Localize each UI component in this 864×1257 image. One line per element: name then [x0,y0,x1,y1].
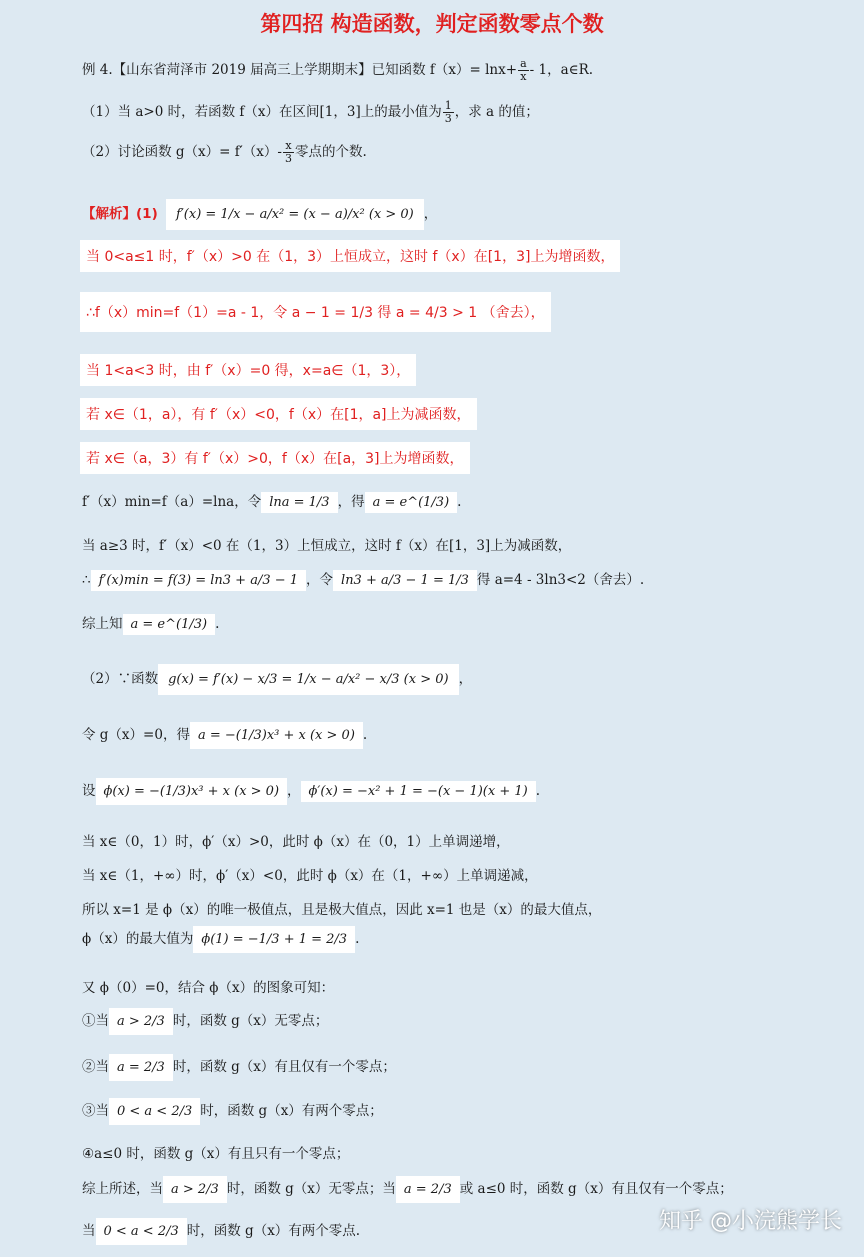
line-decreasing: 当 x∈（1，+∞）时，ϕ′（x）<0，此时 ϕ（x）在（1，+∞）上单调递减， [82,868,538,884]
line-conclusion-1: 综上知 a = e^(1/3) . [82,612,219,635]
solution-label: 【解析】(1) [82,206,158,222]
line-set-g-zero: 令 g（x）=0，得 a = −(1/3)x³ + x (x > 0) . [82,722,367,749]
line-max-value: ϕ（x）的最大值为 ϕ(1) = −1/3 + 1 = 2/3 . [82,926,359,953]
highlight-line-4: 若 x∈（1，a），有 f′（x）<0，f（x）在[1，a]上为减函数， [80,398,477,430]
solution-header: 【解析】(1) f′(x) = 1/x − a/x² = (x − a)/x² (x > 0) ， [82,180,437,230]
question-2: （2）讨论函数 g（x）= f′（x）- $\frac{x}{3}$ 零点的个数. [82,139,367,166]
highlight-line-2: ∴f（x）min=f（1）=a - 1，令 a − 1 = 1/3 得 a = 4/3 > 1 （舍去）， [80,292,551,332]
case-2: ②当 a = 2/3 时，函数 g（x）有且仅有一个零点； [82,1054,396,1081]
fraction: $\frac{x}{3}$ [284,139,292,166]
line-graph-note: 又 ϕ（0）=0，结合 ϕ（x）的图象可知： [82,980,335,996]
highlight-line-3: 当 1<a<3 时，由 f′（x）=0 得，x=a∈（1，3）， [80,354,416,386]
line-min-a: f′（x）min=f（a）=lna，令 lna = 1/3 ，得 a = e^(1/3) . [82,490,461,513]
case-1: ①当 a > 2/3 时，函数 g（x）无零点； [82,1008,328,1035]
fraction: $\frac{1}{3}$ [444,99,452,126]
summary-2: 当 0 < a < 2/3 时，函数 g（x）有两个零点. [82,1218,360,1245]
line-case-a-ge-3: 当 a≥3 时，f′（x）<0 在（1，3）上恒成立，这时 f（x）在[1，3]上为减函数， [82,538,572,554]
fraction: $\frac{a}{x}$ [520,57,527,84]
summary-1: 综上所述，当 a > 2/3 时，函数 g（x）无零点；当 a = 2/3 或 a≤0 时，函数 g（x）有且仅有一个零点； [82,1176,733,1203]
case-4: ④a≤0 时，函数 g（x）有且只有一个零点； [82,1146,350,1162]
example-statement: 例 4.【山东省菏泽市 2019 届高三上学期期末】已知函数 f（x）= lnx+ $\frac{a}{x}$ - 1，a∈R. [82,57,594,84]
derivative-formula: f′(x) = 1/x − a/x² = (x − a)/x² (x > 0) [166,199,424,230]
page-title: 第四招 构造函数，判定函数零点个数 [260,12,604,36]
question-1: （1）当 a>0 时，若函数 f（x）在区间[1，3]上的最小值为 $\frac{1}{3}$ ，求 a 的值； [82,99,539,126]
line-f3: ∴ f′(x)min = f(3) = ln3 + a/3 − 1 ，令 ln3 + a/3 − 1 = 1/3 得 a=4 - 3ln3<2（舍去）. [82,568,644,591]
watermark: 知乎 @小浣熊学长 [659,1209,842,1234]
case-3: ③当 0 < a < 2/3 时，函数 g（x）有两个零点； [82,1098,383,1125]
highlight-line-5: 若 x∈（a，3）有 f′（x）>0，f（x）在[a，3]上为增函数， [80,442,470,474]
line-increasing: 当 x∈（0，1）时，ϕ′（x）>0，此时 ϕ（x）在（0，1）上单调递增， [82,834,510,850]
highlight-line-1: 当 0<a≤1 时，f′（x）>0 在（1，3）上恒成立，这时 f（x）在[1，3]上为增函数， [80,240,620,272]
line-part-2: （2）∵函数 g(x) = f′(x) − x/3 = 1/x − a/x² − x/3 (x > 0) ， [82,664,472,695]
line-phi-def: 设 ϕ(x) = −(1/3)x³ + x (x > 0) ， ϕ′(x) = −x² + 1 = −(x − 1)(x + 1) . [82,778,540,805]
line-extreme-point: 所以 x=1 是 ϕ（x）的唯一极值点，且是极大值点，因此 x=1 也是（x）的最大值点， [82,902,602,918]
